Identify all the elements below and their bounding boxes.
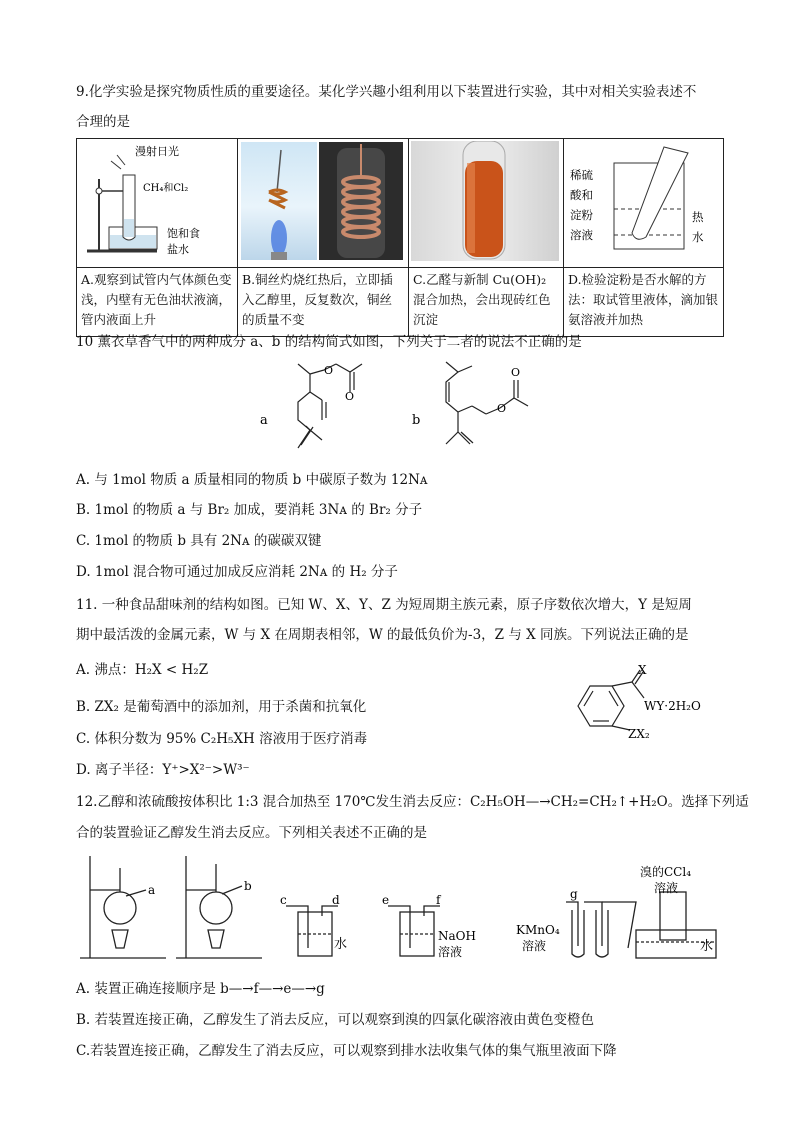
q12-stem-line2: 合的装置验证乙醇发生消去反应。下列相关表述不正确的是 <box>76 825 427 841</box>
label-c: c <box>280 893 287 907</box>
label-e: e <box>382 893 390 907</box>
label-g: g <box>570 887 578 901</box>
q9-caption-c: C.乙醛与新制 Cu(OH)₂ 混合加热，会出现砖红色沉淀 <box>409 268 564 337</box>
q12-stem-line1: 12.乙醇和浓硫酸按体积比 1:3 混合加热至 170℃发生消去反应：C₂H₅OH—→CH₂=CH₂↑+H₂O。选择下列适 <box>76 794 749 810</box>
q12-option-c: C.若装置连接正确，乙醇发生了消去反应，可以观察到排水法收集气体的集气瓶里液面下降 <box>76 1043 617 1059</box>
salt-label-2: 盐水 <box>167 243 189 256</box>
q10-option-c: C. 1mol 的物质 b 具有 2Nᴀ 的碳碳双键 <box>76 533 322 549</box>
q11-option-c: C. 体积分数为 95% C₂H₅XH 溶液用于医疗消毒 <box>76 731 368 747</box>
q12-option-b: B. 若装置连接正确，乙醇发生了消去反应，可以观察到溴的四氯化碳溶液由黄色变橙色 <box>76 1012 595 1028</box>
struct-top-label: X <box>638 664 647 677</box>
label-d: d <box>332 893 340 907</box>
q9-figure-a <box>77 139 238 268</box>
q11-option-a: A. 沸点：H₂X < H₂Z <box>76 662 209 678</box>
q11-stem-line1: 11. 一种食品甜味剂的结构如图。已知 W、X、Y、Z 为短周期主族元素，原子序数依次增大，Y 是短周 <box>76 597 692 613</box>
struct-bottom-label: ZX₂ <box>628 727 650 741</box>
q10-structures <box>250 352 550 462</box>
q10-option-d: D. 1mol 混合物可通过加成反应消耗 2Nᴀ 的 H₂ 分子 <box>76 564 398 580</box>
q9-figure-c <box>409 139 564 268</box>
acid-label-1: 稀硫 <box>570 168 593 182</box>
q11-option-d: D. 离子半径：Y⁺>X²⁻>W³⁻ <box>76 762 250 778</box>
bromine-label-1: 溴的CCl₄ <box>640 865 692 879</box>
acid-label-3: 淀粉 <box>570 208 593 222</box>
q11-option-b: B. ZX₂ 是葡萄酒中的添加剂，用于杀菌和抗氧化 <box>76 699 367 715</box>
light-label: 漫射日光 <box>135 145 179 158</box>
q10-option-a: A. 与 1mol 物质 a 质量相同的物质 b 中碳原子数为 12Nᴀ <box>76 472 428 488</box>
oxygen-atom-a: O <box>324 364 334 377</box>
label-a: a <box>148 883 156 897</box>
copper-wire-flame-photo <box>241 142 317 260</box>
starch-hydrolysis-apparatus <box>564 139 723 263</box>
gas-label: CH₄和Cl₂ <box>143 183 189 194</box>
label-a: a <box>260 413 268 428</box>
label-b: b <box>412 413 421 428</box>
oxygen-atom-b: O <box>497 402 507 415</box>
hot-water-label-2: 水 <box>692 230 704 244</box>
acid-label-2: 酸和 <box>570 188 593 202</box>
brick-red-precipitate-photo <box>411 141 559 261</box>
acid-label-4: 溶液 <box>570 228 593 242</box>
naoh-label-2: 溶液 <box>438 945 463 959</box>
q12-apparatus <box>76 850 736 970</box>
water-label-1: 水 <box>334 937 348 952</box>
struct-right-label: WY·2H₂O <box>644 699 701 713</box>
q11-structure <box>568 664 728 744</box>
q9-figure-b <box>238 139 409 268</box>
q9-stem-line2: 合理的是 <box>76 114 130 130</box>
q10-stem: 10 薰衣草香气中的两种成分 a、b 的结构简式如图，下列关于二者的说法不正确的是 <box>76 334 582 350</box>
q9-caption-b: B.铜丝灼烧红热后，立即插入乙醇里，反复数次，铜丝的质量不变 <box>238 268 409 337</box>
bromine-label-2: 溶液 <box>654 881 679 895</box>
label-f: f <box>436 893 441 907</box>
methane-chlorination-apparatus <box>77 139 237 263</box>
oxygen-atom-b2: O <box>511 366 521 379</box>
hot-water-label-1: 热 <box>692 210 704 224</box>
kmno4-label-2: 溶液 <box>522 939 547 953</box>
label-b: b <box>244 879 252 893</box>
q12-option-a: A. 装置正确连接顺序是 b—→f—→e—→g <box>76 981 325 997</box>
kmno4-label-1: KMnO₄ <box>516 923 560 937</box>
naoh-label-1: NaOH <box>438 929 476 943</box>
q9-caption-a: A.观察到试管内气体颜色变浅，内壁有无色油状液滴，管内液面上升 <box>77 268 238 337</box>
q9-caption-d: D.检验淀粉是否水解的方法：取试管里液体，滴加银氨溶液并加热 <box>564 268 724 337</box>
q9-figure-d <box>564 139 724 268</box>
q9-table <box>76 138 724 337</box>
q11-stem-line2: 期中最活泼的金属元素，W 与 X 在周期表相邻，W 的最低负价为-3，Z 与 X 同族。下列说法正确的是 <box>76 627 689 643</box>
copper-coil-tube-photo <box>319 142 403 260</box>
q10-option-b: B. 1mol 的物质 a 与 Br₂ 加成，要消耗 3Nᴀ 的 Br₂ 分子 <box>76 502 423 518</box>
oxygen-atom-a2: O <box>345 390 355 403</box>
salt-label-1: 饱和食 <box>167 227 200 240</box>
water-label-2: 水 <box>700 939 714 954</box>
q9-stem-line1: 9.化学实验是探究物质性质的重要途径。某化学兴趣小组利用以下装置进行实验，其中对相关实验表述不 <box>76 84 697 100</box>
